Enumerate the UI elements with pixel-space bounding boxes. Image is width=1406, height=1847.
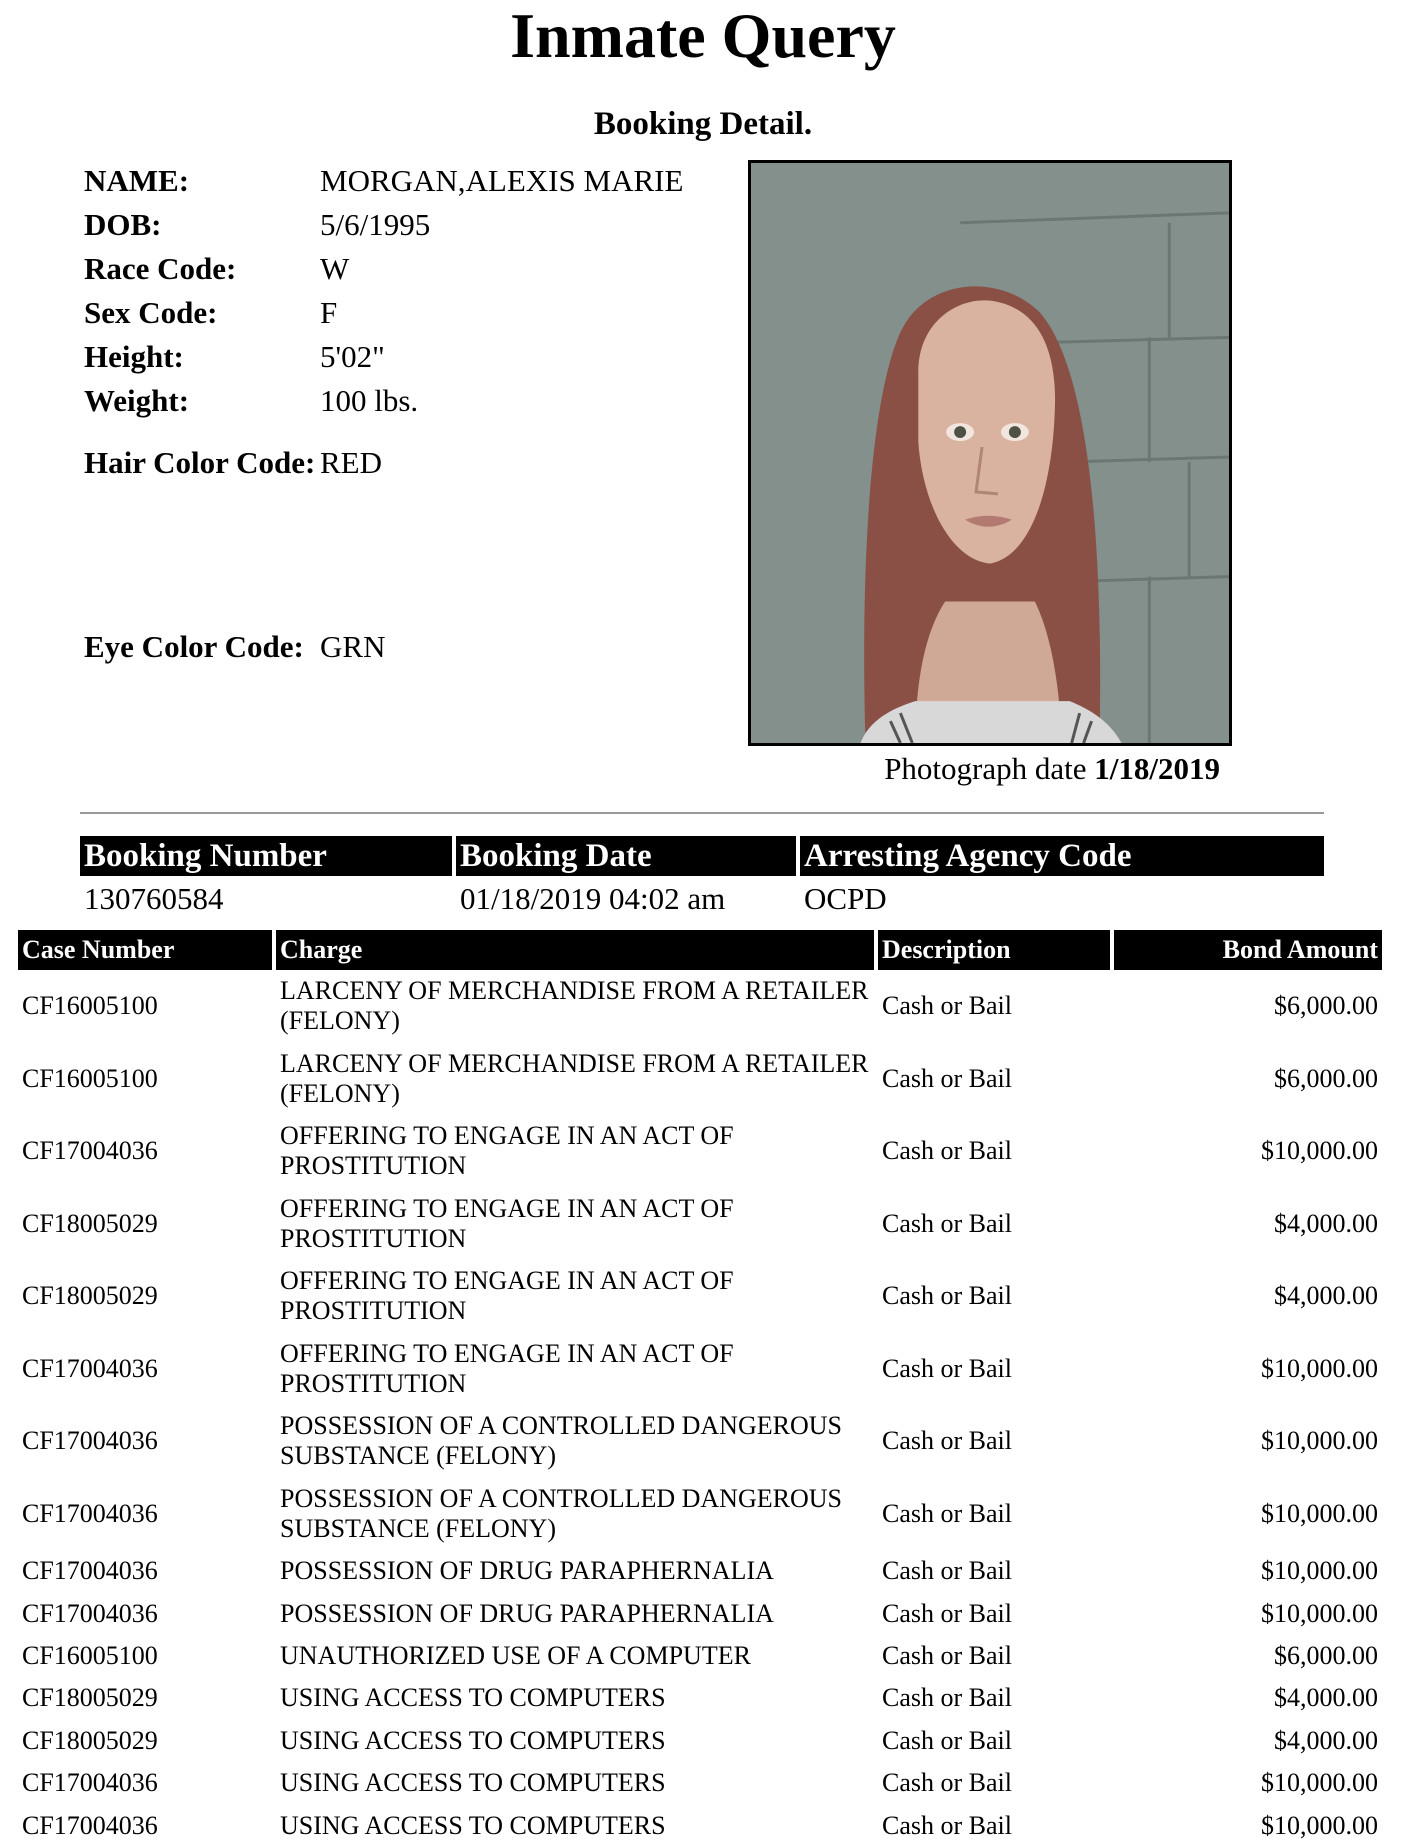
detail-label: Race Code: xyxy=(84,250,237,286)
description: Cash or Bail xyxy=(882,1426,1012,1456)
case-number: CF16005100 xyxy=(22,1063,158,1093)
detail-label: Eye Color Code: xyxy=(84,628,304,664)
detail-label: Weight: xyxy=(84,382,190,418)
table-row xyxy=(18,1478,1386,1551)
description: Cash or Bail xyxy=(882,991,1012,1021)
bond-amount: $10,000.00 xyxy=(1261,1498,1378,1528)
charge: POSSESSION OF A CONTROLLED DANGEROUS SUBSTANCE (FELONY) xyxy=(280,1483,842,1543)
bond-amount: $4,000.00 xyxy=(1274,1281,1378,1311)
case-number: CF16005100 xyxy=(22,991,158,1021)
booking-number: 130760584 xyxy=(84,881,224,916)
charge-header: Charge xyxy=(276,930,874,970)
bond-amount: $10,000.00 xyxy=(1261,1353,1378,1383)
detail-value: RED xyxy=(320,444,382,480)
detail-value: GRN xyxy=(320,628,386,664)
case-number: CF17004036 xyxy=(22,1353,158,1383)
charge: OFFERING TO ENGAGE IN AN ACT OF PROSTITUTION xyxy=(280,1266,734,1326)
bond-amount: $10,000.00 xyxy=(1261,1426,1378,1456)
detail-row-name xyxy=(84,158,724,202)
detail-label: DOB: xyxy=(84,206,162,242)
charge: OFFERING TO ENGAGE IN AN ACT OF PROSTITUTION xyxy=(280,1193,734,1253)
case-number: CF18005029 xyxy=(22,1683,158,1713)
detail-value: F xyxy=(320,294,338,330)
bond-amount-header: Bond Amount xyxy=(1114,930,1382,970)
charge: POSSESSION OF DRUG PARAPHERNALIA xyxy=(280,1598,774,1628)
description-header: Description xyxy=(878,930,1110,970)
detail-row-race xyxy=(84,246,724,290)
detail-row-weight xyxy=(84,378,724,422)
detail-row-sex xyxy=(84,290,724,334)
charge: OFFERING TO ENGAGE IN AN ACT OF PROSTITUTION xyxy=(280,1338,734,1398)
table-row xyxy=(18,1333,1386,1406)
table-row xyxy=(18,1405,1386,1478)
description: Cash or Bail xyxy=(882,1353,1012,1383)
booking-number-header: Booking Number xyxy=(80,836,452,876)
booking-photo xyxy=(748,160,1232,746)
photo-caption xyxy=(740,748,1220,790)
table-row xyxy=(18,1762,1386,1804)
bond-amount: $10,000.00 xyxy=(1261,1810,1378,1840)
arresting-agency: OCPD xyxy=(804,881,887,916)
charge: UNAUTHORIZED USE OF A COMPUTER xyxy=(280,1640,751,1670)
photo-date: 1/18/2019 xyxy=(1094,751,1220,786)
bond-amount: $10,000.00 xyxy=(1261,1556,1378,1586)
detail-label: Hair Color Code: xyxy=(84,444,316,480)
table-row xyxy=(18,1115,1386,1188)
description: Cash or Bail xyxy=(882,1598,1012,1628)
description: Cash or Bail xyxy=(882,1498,1012,1528)
description: Cash or Bail xyxy=(882,1640,1012,1670)
description: Cash or Bail xyxy=(882,1768,1012,1798)
case-number: CF17004036 xyxy=(22,1498,158,1528)
description: Cash or Bail xyxy=(882,1683,1012,1713)
charges-header-row xyxy=(18,930,1386,970)
charge: LARCENY OF MERCHANDISE FROM A RETAILER (FELONY) xyxy=(280,1048,869,1108)
charge: USING ACCESS TO COMPUTERS xyxy=(280,1810,666,1840)
bond-amount: $10,000.00 xyxy=(1261,1768,1378,1798)
detail-row-hair xyxy=(84,422,724,502)
table-row xyxy=(18,1677,1386,1719)
case-number: CF17004036 xyxy=(22,1598,158,1628)
detail-label: Height: xyxy=(84,338,184,374)
booking-header-row xyxy=(80,836,1324,876)
table-row xyxy=(18,1592,1386,1634)
page-title: Inmate Query xyxy=(510,0,896,71)
detail-value: W xyxy=(320,250,350,286)
detail-row-dob xyxy=(84,202,724,246)
charge: USING ACCESS TO COMPUTERS xyxy=(280,1683,666,1713)
table-row xyxy=(18,1550,1386,1592)
charge: LARCENY OF MERCHANDISE FROM A RETAILER (FELONY) xyxy=(280,976,869,1036)
detail-value: 5'02" xyxy=(320,338,385,374)
case-number: CF17004036 xyxy=(22,1426,158,1456)
section-divider xyxy=(80,812,1324,814)
detail-spacer xyxy=(84,502,724,606)
booking-date-header: Booking Date xyxy=(456,836,796,876)
bond-amount: $4,000.00 xyxy=(1274,1208,1378,1238)
case-number: CF18005029 xyxy=(22,1208,158,1238)
table-row xyxy=(18,1043,1386,1116)
case-number-header: Case Number xyxy=(18,930,272,970)
booking-table xyxy=(80,836,1324,922)
case-number: CF17004036 xyxy=(22,1136,158,1166)
bond-amount: $10,000.00 xyxy=(1261,1136,1378,1166)
detail-label: NAME: xyxy=(84,162,190,198)
bond-amount: $4,000.00 xyxy=(1274,1725,1378,1755)
description: Cash or Bail xyxy=(882,1136,1012,1166)
table-row xyxy=(18,1260,1386,1333)
booking-date: 01/18/2019 04:02 am xyxy=(460,881,726,916)
case-number: CF17004036 xyxy=(22,1556,158,1586)
charge: OFFERING TO ENGAGE IN AN ACT OF PROSTITUTION xyxy=(280,1121,734,1181)
booking-value-row xyxy=(80,876,1324,922)
table-row xyxy=(18,1804,1386,1846)
charge: POSSESSION OF DRUG PARAPHERNALIA xyxy=(280,1556,774,1586)
description: Cash or Bail xyxy=(882,1281,1012,1311)
description: Cash or Bail xyxy=(882,1208,1012,1238)
charge: USING ACCESS TO COMPUTERS xyxy=(280,1725,666,1755)
booking-photo-image xyxy=(751,163,1229,743)
photo-caption-prefix: Photograph date xyxy=(884,751,1087,786)
description: Cash or Bail xyxy=(882,1556,1012,1586)
bond-amount: $6,000.00 xyxy=(1274,1640,1378,1670)
case-number: CF18005029 xyxy=(22,1281,158,1311)
table-row xyxy=(18,1188,1386,1261)
charges-table xyxy=(18,930,1386,1847)
description: Cash or Bail xyxy=(882,1725,1012,1755)
charge: POSSESSION OF A CONTROLLED DANGEROUS SUBSTANCE (FELONY) xyxy=(280,1411,842,1471)
case-number: CF18005029 xyxy=(22,1725,158,1755)
detail-row-height xyxy=(84,334,724,378)
case-number: CF17004036 xyxy=(22,1810,158,1840)
description: Cash or Bail xyxy=(882,1063,1012,1093)
bond-amount: $6,000.00 xyxy=(1274,1063,1378,1093)
table-row xyxy=(18,970,1386,1043)
arresting-agency-header: Arresting Agency Code xyxy=(800,836,1324,876)
detail-value: 5/6/1995 xyxy=(320,206,431,242)
table-row xyxy=(18,1720,1386,1762)
description: Cash or Bail xyxy=(882,1810,1012,1840)
bond-amount: $10,000.00 xyxy=(1261,1598,1378,1628)
detail-row-eye xyxy=(84,606,724,686)
charge: USING ACCESS TO COMPUTERS xyxy=(280,1768,666,1798)
table-row xyxy=(18,1635,1386,1677)
case-number: CF16005100 xyxy=(22,1640,158,1670)
bond-amount: $6,000.00 xyxy=(1274,991,1378,1021)
detail-value: MORGAN,ALEXIS MARIE xyxy=(320,162,684,198)
bond-amount: $4,000.00 xyxy=(1274,1683,1378,1713)
inmate-details xyxy=(84,158,724,686)
detail-label: Sex Code: xyxy=(84,294,218,330)
case-number: CF17004036 xyxy=(22,1768,158,1798)
page-subtitle: Booking Detail. xyxy=(593,106,813,142)
detail-value: 100 lbs. xyxy=(320,382,419,418)
